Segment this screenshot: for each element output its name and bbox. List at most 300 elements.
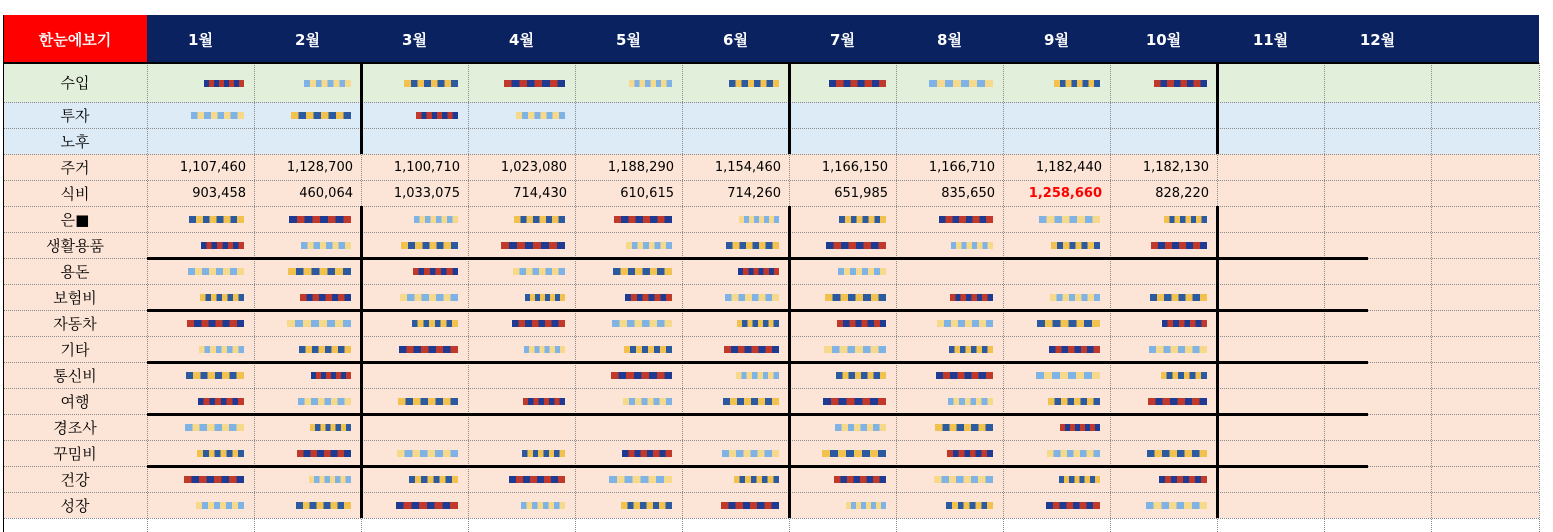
value-cell[interactable]	[361, 258, 468, 284]
redacted-value	[397, 450, 458, 457]
value-cell[interactable]: 1,188,290	[607, 159, 674, 175]
value-cell[interactable]	[468, 414, 575, 440]
value-cell[interactable]	[789, 492, 896, 518]
value-cell[interactable]	[1324, 492, 1431, 518]
header-border	[3, 62, 1539, 64]
quarter-separator	[360, 63, 363, 154]
month-header[interactable]: 10월	[1110, 15, 1217, 63]
value-cell[interactable]	[575, 362, 682, 388]
value-cell[interactable]	[682, 310, 789, 336]
value-cell[interactable]	[1003, 63, 1110, 102]
redacted-value	[823, 398, 886, 405]
redacted-value	[729, 80, 779, 87]
redacted-value	[416, 112, 458, 119]
value-cell[interactable]	[1003, 362, 1110, 388]
value-cell[interactable]	[254, 310, 361, 336]
value-cell[interactable]	[361, 440, 468, 466]
redacted-value	[825, 294, 886, 301]
value-cell[interactable]	[254, 232, 361, 258]
value-cell[interactable]	[1110, 466, 1217, 492]
value-cell[interactable]	[468, 440, 575, 466]
value-cell[interactable]	[682, 466, 789, 492]
quarter-separator	[360, 206, 363, 518]
value-cell[interactable]: 1,182,440	[1035, 159, 1102, 175]
redacted-value	[297, 450, 351, 457]
value-cell[interactable]	[254, 258, 361, 284]
value-cell[interactable]	[1110, 63, 1217, 102]
value-cell[interactable]	[1324, 362, 1431, 388]
value-cell[interactable]	[361, 466, 468, 492]
value-cell[interactable]	[789, 206, 896, 232]
value-cell[interactable]	[147, 232, 254, 258]
value-cell[interactable]	[254, 206, 361, 232]
month-header[interactable]: 9월	[1003, 15, 1110, 63]
value-cell[interactable]	[1324, 206, 1431, 232]
value-cell[interactable]	[254, 388, 361, 414]
value-cell[interactable]	[361, 284, 468, 310]
value-cell[interactable]	[147, 128, 254, 154]
redacted-value	[1054, 80, 1100, 87]
redacted-value	[309, 476, 351, 483]
value-cell[interactable]	[254, 466, 361, 492]
value-cell[interactable]	[682, 414, 789, 440]
value-cell[interactable]	[789, 63, 896, 102]
redacted-value	[949, 346, 993, 353]
row-label[interactable]: 노후	[60, 132, 90, 151]
value-cell[interactable]	[361, 362, 468, 388]
value-cell[interactable]	[575, 336, 682, 362]
value-cell[interactable]	[361, 128, 468, 154]
value-cell[interactable]	[789, 284, 896, 310]
value-cell[interactable]	[254, 414, 361, 440]
redacted-value	[834, 476, 886, 483]
value-cell[interactable]	[468, 492, 575, 518]
grid-vline	[682, 63, 683, 532]
value-cell[interactable]	[896, 128, 1003, 154]
redacted-value	[204, 80, 244, 87]
value-cell[interactable]	[575, 284, 682, 310]
value-cell[interactable]	[1324, 440, 1431, 466]
value-cell[interactable]	[1003, 440, 1110, 466]
value-cell[interactable]	[147, 310, 254, 336]
value-cell[interactable]	[254, 102, 361, 128]
redacted-value	[304, 80, 351, 87]
group-separator	[147, 309, 1368, 312]
redacted-value	[826, 242, 886, 249]
redacted-value	[609, 476, 672, 483]
row-label[interactable]: 통신비	[53, 366, 97, 385]
redacted-value	[186, 372, 244, 379]
value-cell[interactable]	[1324, 154, 1431, 180]
value-cell[interactable]: 1,023,080	[500, 159, 567, 175]
month-header[interactable]: 8월	[896, 15, 1003, 63]
value-cell[interactable]	[147, 466, 254, 492]
value-cell[interactable]	[789, 388, 896, 414]
value-cell[interactable]	[575, 440, 682, 466]
value-cell[interactable]	[575, 466, 682, 492]
value-cell[interactable]	[896, 440, 1003, 466]
row-label[interactable]: 경조사	[53, 418, 97, 437]
month-header[interactable]: 1월	[147, 15, 254, 63]
value-cell[interactable]	[682, 258, 789, 284]
value-cell[interactable]	[896, 388, 1003, 414]
row-label[interactable]: 생활용품	[46, 236, 104, 255]
value-cell[interactable]	[1110, 258, 1217, 284]
value-cell[interactable]	[1003, 388, 1110, 414]
value-cell[interactable]: 610,615	[620, 185, 674, 201]
value-cell[interactable]	[789, 128, 896, 154]
value-cell[interactable]: 460,064	[299, 185, 353, 201]
value-cell[interactable]	[1217, 440, 1324, 466]
value-cell[interactable]: 1,258,660	[1028, 185, 1102, 201]
row-label[interactable]: 자동차	[53, 314, 97, 333]
value-cell[interactable]	[682, 388, 789, 414]
redacted-value	[837, 320, 886, 327]
value-cell[interactable]	[147, 440, 254, 466]
row-label[interactable]: 기타	[60, 340, 90, 359]
redacted-value	[185, 424, 244, 431]
value-cell[interactable]	[361, 232, 468, 258]
redacted-value	[939, 216, 993, 223]
redacted-value	[738, 268, 779, 275]
value-cell[interactable]	[1003, 466, 1110, 492]
value-cell[interactable]	[682, 336, 789, 362]
sheet-left-border	[3, 15, 4, 532]
value-cell[interactable]	[789, 466, 896, 492]
value-cell[interactable]: 1,107,460	[179, 159, 246, 175]
value-cell[interactable]	[575, 63, 682, 102]
value-cell[interactable]: 651,985	[834, 185, 888, 201]
value-cell[interactable]	[789, 336, 896, 362]
redacted-value	[1147, 450, 1207, 457]
quarter-separator	[1216, 206, 1219, 518]
value-cell[interactable]	[789, 258, 896, 284]
redacted-value	[1148, 398, 1207, 405]
value-cell[interactable]	[361, 102, 468, 128]
value-cell[interactable]	[1217, 414, 1324, 440]
grid-hline	[3, 284, 1539, 285]
redacted-value	[513, 268, 565, 275]
value-cell[interactable]	[254, 336, 361, 362]
redacted-value	[737, 320, 779, 327]
redacted-value	[1051, 242, 1100, 249]
value-cell[interactable]	[1324, 128, 1431, 154]
value-cell[interactable]	[468, 232, 575, 258]
redacted-value	[625, 294, 672, 301]
row-label[interactable]: 주거	[60, 158, 90, 177]
value-cell[interactable]	[896, 492, 1003, 518]
value-cell[interactable]: 903,458	[192, 185, 246, 201]
value-cell[interactable]	[1324, 336, 1431, 362]
group-separator	[147, 361, 1368, 364]
value-cell[interactable]	[147, 336, 254, 362]
value-cell[interactable]: 1,154,460	[714, 159, 781, 175]
value-cell[interactable]	[468, 388, 575, 414]
value-cell[interactable]	[1003, 284, 1110, 310]
value-cell[interactable]	[1110, 336, 1217, 362]
value-cell[interactable]	[1217, 102, 1324, 128]
value-cell[interactable]	[896, 284, 1003, 310]
value-cell[interactable]	[575, 232, 682, 258]
month-header[interactable]: 2월	[254, 15, 361, 63]
value-cell[interactable]	[1324, 310, 1431, 336]
grid-vline	[1324, 63, 1325, 532]
value-cell[interactable]: 1,182,130	[1142, 159, 1209, 175]
value-cell[interactable]	[147, 258, 254, 284]
redacted-value	[1047, 450, 1100, 457]
value-cell[interactable]	[1110, 492, 1217, 518]
grid-vline	[575, 63, 576, 532]
value-cell[interactable]: 714,260	[727, 185, 781, 201]
value-cell[interactable]	[1217, 180, 1324, 206]
row-label[interactable]: 성장	[60, 496, 90, 515]
value-cell[interactable]: 1,100,710	[393, 159, 460, 175]
value-cell[interactable]	[1217, 63, 1324, 102]
redacted-value	[398, 398, 458, 405]
row-label[interactable]: 용돈	[60, 262, 90, 281]
value-cell[interactable]	[1217, 388, 1324, 414]
redacted-value	[301, 242, 351, 249]
month-header[interactable]: 11월	[1217, 15, 1324, 63]
value-cell[interactable]: 828,220	[1155, 185, 1209, 201]
redacted-value	[191, 112, 244, 119]
value-cell[interactable]	[1217, 206, 1324, 232]
redacted-value	[1036, 372, 1100, 379]
row-label[interactable]: 꾸밈비	[53, 444, 97, 463]
value-cell[interactable]	[147, 102, 254, 128]
value-cell[interactable]	[682, 102, 789, 128]
value-cell[interactable]: 1,166,150	[821, 159, 888, 175]
value-cell[interactable]	[1003, 128, 1110, 154]
value-cell[interactable]	[1003, 258, 1110, 284]
value-cell[interactable]	[1110, 310, 1217, 336]
value-cell[interactable]	[147, 206, 254, 232]
value-cell[interactable]	[361, 336, 468, 362]
value-cell[interactable]	[1217, 362, 1324, 388]
value-cell[interactable]	[896, 336, 1003, 362]
month-header[interactable]: 5월	[575, 15, 682, 63]
value-cell[interactable]	[468, 284, 575, 310]
value-cell[interactable]	[575, 258, 682, 284]
value-cell[interactable]	[1110, 388, 1217, 414]
value-cell[interactable]	[682, 63, 789, 102]
value-cell[interactable]	[1003, 232, 1110, 258]
value-cell[interactable]	[254, 362, 361, 388]
value-cell[interactable]	[468, 336, 575, 362]
value-cell[interactable]	[1217, 336, 1324, 362]
value-cell[interactable]	[361, 388, 468, 414]
value-cell[interactable]	[1217, 284, 1324, 310]
value-cell[interactable]	[361, 492, 468, 518]
redacted-value	[611, 372, 672, 379]
redacted-value	[516, 112, 565, 119]
value-cell[interactable]	[1110, 232, 1217, 258]
redacted-value	[614, 216, 672, 223]
value-cell[interactable]	[896, 310, 1003, 336]
redacted-value	[1049, 346, 1100, 353]
value-cell[interactable]	[682, 128, 789, 154]
value-cell[interactable]	[575, 388, 682, 414]
value-cell[interactable]	[682, 440, 789, 466]
value-cell[interactable]	[147, 492, 254, 518]
value-cell[interactable]	[1003, 310, 1110, 336]
value-cell[interactable]	[1324, 232, 1431, 258]
value-cell[interactable]	[896, 102, 1003, 128]
grid-vline	[1003, 63, 1004, 532]
redacted-value	[951, 242, 993, 249]
value-cell[interactable]	[254, 128, 361, 154]
value-cell[interactable]	[896, 63, 1003, 102]
month-header[interactable]: 4월	[468, 15, 575, 63]
value-cell[interactable]	[1003, 492, 1110, 518]
value-cell[interactable]	[1110, 102, 1217, 128]
value-cell[interactable]	[254, 284, 361, 310]
value-cell[interactable]	[1110, 284, 1217, 310]
redacted-value	[296, 502, 351, 509]
value-cell[interactable]	[1110, 440, 1217, 466]
value-cell[interactable]	[1217, 492, 1324, 518]
value-cell[interactable]: 835,650	[941, 185, 995, 201]
redacted-value	[521, 502, 565, 509]
grid-hline	[3, 388, 1539, 389]
value-cell[interactable]	[575, 414, 682, 440]
value-cell[interactable]	[575, 128, 682, 154]
value-cell[interactable]	[1324, 414, 1431, 440]
value-cell[interactable]	[468, 310, 575, 336]
value-cell[interactable]	[789, 414, 896, 440]
row-label[interactable]: 은■	[60, 210, 90, 229]
value-cell[interactable]	[147, 414, 254, 440]
value-cell[interactable]	[254, 63, 361, 102]
redacted-value	[723, 398, 779, 405]
value-cell[interactable]	[254, 440, 361, 466]
value-cell[interactable]	[468, 63, 575, 102]
value-cell[interactable]	[468, 102, 575, 128]
value-cell[interactable]	[1324, 102, 1431, 128]
redacted-value	[400, 294, 458, 301]
value-cell[interactable]	[1110, 128, 1217, 154]
value-cell[interactable]	[682, 284, 789, 310]
value-cell[interactable]	[361, 310, 468, 336]
redacted-value	[621, 502, 672, 509]
month-header[interactable]: 3월	[361, 15, 468, 63]
value-cell[interactable]	[361, 414, 468, 440]
value-cell[interactable]	[1110, 206, 1217, 232]
redacted-value	[1059, 476, 1100, 483]
redacted-value	[1151, 242, 1207, 249]
redacted-value	[736, 372, 779, 379]
value-cell[interactable]	[468, 362, 575, 388]
value-cell[interactable]: 1,166,710	[928, 159, 995, 175]
value-cell[interactable]	[1217, 310, 1324, 336]
value-cell[interactable]	[468, 206, 575, 232]
value-cell[interactable]	[147, 284, 254, 310]
value-cell[interactable]	[1217, 154, 1324, 180]
row-label[interactable]: 수입	[60, 74, 90, 92]
value-cell[interactable]	[896, 414, 1003, 440]
value-cell[interactable]	[147, 388, 254, 414]
value-cell[interactable]	[575, 492, 682, 518]
redacted-value	[722, 450, 779, 457]
title-cell[interactable]: 한눈에보기	[3, 15, 147, 63]
row-label[interactable]: 식비	[60, 184, 90, 203]
value-cell[interactable]	[789, 362, 896, 388]
value-cell[interactable]	[682, 206, 789, 232]
redacted-value	[187, 320, 244, 327]
value-cell[interactable]	[468, 128, 575, 154]
value-cell[interactable]	[789, 440, 896, 466]
redacted-value	[947, 450, 993, 457]
value-cell[interactable]	[1324, 258, 1431, 284]
value-cell[interactable]	[1003, 102, 1110, 128]
redacted-value	[1159, 476, 1207, 483]
value-cell[interactable]	[1324, 63, 1431, 102]
value-cell[interactable]	[1110, 414, 1217, 440]
row-label[interactable]: 건강	[60, 470, 90, 489]
value-cell[interactable]	[896, 466, 1003, 492]
value-cell[interactable]	[1110, 362, 1217, 388]
value-cell[interactable]	[789, 232, 896, 258]
value-cell[interactable]	[575, 206, 682, 232]
value-cell[interactable]	[468, 258, 575, 284]
redacted-value	[929, 80, 993, 87]
redacted-value	[311, 372, 351, 379]
value-cell[interactable]	[896, 206, 1003, 232]
value-cell[interactable]	[147, 362, 254, 388]
value-cell[interactable]	[896, 258, 1003, 284]
value-cell[interactable]	[468, 466, 575, 492]
value-cell[interactable]	[1003, 336, 1110, 362]
value-cell[interactable]	[1003, 206, 1110, 232]
value-cell[interactable]	[789, 102, 896, 128]
value-cell[interactable]	[682, 232, 789, 258]
value-cell[interactable]	[575, 310, 682, 336]
value-cell[interactable]	[361, 206, 468, 232]
month-header[interactable]: 12월	[1324, 15, 1431, 63]
value-cell[interactable]: 714,430	[513, 185, 567, 201]
redacted-value	[288, 268, 351, 275]
value-cell[interactable]	[254, 492, 361, 518]
value-cell[interactable]	[682, 362, 789, 388]
value-cell[interactable]	[682, 492, 789, 518]
row-label[interactable]: 투자	[60, 106, 90, 125]
value-cell[interactable]	[789, 310, 896, 336]
value-cell[interactable]	[896, 362, 1003, 388]
value-cell[interactable]	[1324, 388, 1431, 414]
value-cell[interactable]	[361, 63, 468, 102]
value-cell[interactable]	[575, 102, 682, 128]
row-label[interactable]: 여행	[60, 392, 90, 411]
value-cell[interactable]	[1217, 232, 1324, 258]
redacted-value	[846, 502, 886, 509]
value-cell[interactable]	[147, 63, 254, 102]
redacted-value	[509, 476, 565, 483]
value-cell[interactable]	[1217, 466, 1324, 492]
row-label[interactable]: 보험비	[53, 288, 97, 307]
value-cell[interactable]: 1,128,700	[286, 159, 353, 175]
value-cell[interactable]	[1217, 128, 1324, 154]
value-cell[interactable]	[1217, 258, 1324, 284]
month-header[interactable]: 7월	[789, 15, 896, 63]
value-cell[interactable]	[1003, 414, 1110, 440]
value-cell[interactable]	[1324, 180, 1431, 206]
value-cell[interactable]	[1324, 466, 1431, 492]
month-header[interactable]: 6월	[682, 15, 789, 63]
value-cell[interactable]	[1324, 284, 1431, 310]
redacted-value	[936, 372, 993, 379]
value-cell[interactable]	[896, 232, 1003, 258]
value-cell[interactable]: 1,033,075	[393, 185, 460, 201]
